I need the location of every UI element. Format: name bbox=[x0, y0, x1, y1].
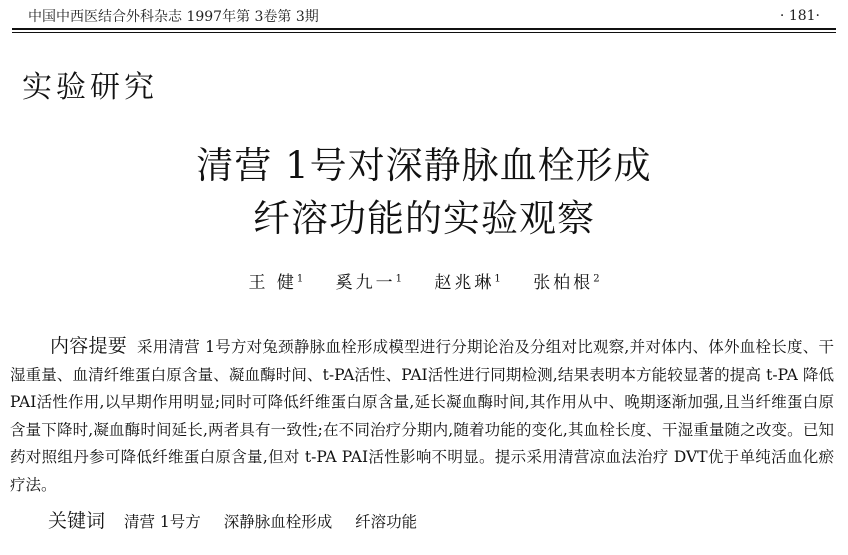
author-name: 张柏根 bbox=[533, 273, 594, 293]
author bbox=[533, 273, 599, 293]
keyword: 清营 1号方 bbox=[123, 513, 201, 531]
abstract-text: 采用清营 1号方对兔颈静脉血栓形成模型进行分期论治及分组对比观察,并对体内、体外血栓长度、干湿重量、血清纤维蛋白原含量、凝血酶时间、t-PA活性、PAI活性进行同期检测,结果表明本方能较显著的提高 t-PA 降低 PAI活性作用,以早期作用明显;同时可降低纤维蛋白原含量,延长凝血酶时间,其作用从中、晚期逐渐加强,且当纤维蛋白原含量下降时,凝血酶时间延长,两者具有一致性;在不同治疗分期内,随着功能的变化,其血栓长度、干湿重量随之改变。已知药对照组丹参可降低纤维蛋白原含量,但对 t-PA PAI活性影响不明显。提示采用清营凉血法治疗 DVT优于单纯活血化瘀疗法。 bbox=[10, 338, 834, 494]
author-affiliation: 1 bbox=[494, 273, 501, 285]
author-affiliation: 1 bbox=[395, 273, 402, 285]
author-name: 赵兆琳 bbox=[434, 273, 495, 293]
article-title-line-2: 纤溶功能的实验观察 bbox=[253, 197, 595, 240]
author-name: 王 健 bbox=[248, 273, 297, 293]
header-rule-thick bbox=[12, 28, 836, 30]
abstract-label: 内容提要 bbox=[50, 335, 127, 357]
author bbox=[248, 273, 303, 293]
page-number: · 181· bbox=[779, 8, 820, 24]
author-list bbox=[0, 268, 848, 293]
keywords bbox=[48, 506, 435, 533]
abstract bbox=[10, 333, 834, 499]
keywords-label: 关键词 bbox=[48, 510, 106, 532]
journal-citation: 中国中西医结合外科杂志 1997年第 3卷第 3期 bbox=[28, 9, 319, 25]
author-name: 奚九一 bbox=[335, 273, 396, 293]
author bbox=[336, 273, 402, 293]
running-header bbox=[28, 4, 820, 28]
author-affiliation: 1 bbox=[296, 273, 304, 285]
article-title-line-1: 清营 1号对深静脉血栓形成 bbox=[196, 144, 652, 187]
header-rule-thin bbox=[12, 32, 836, 33]
section-heading: 实验研究 bbox=[22, 70, 158, 105]
keyword: 纤溶功能 bbox=[355, 513, 418, 531]
keyword: 深静脉血栓形成 bbox=[223, 513, 333, 531]
author-affiliation: 2 bbox=[593, 273, 600, 285]
author bbox=[434, 273, 500, 293]
